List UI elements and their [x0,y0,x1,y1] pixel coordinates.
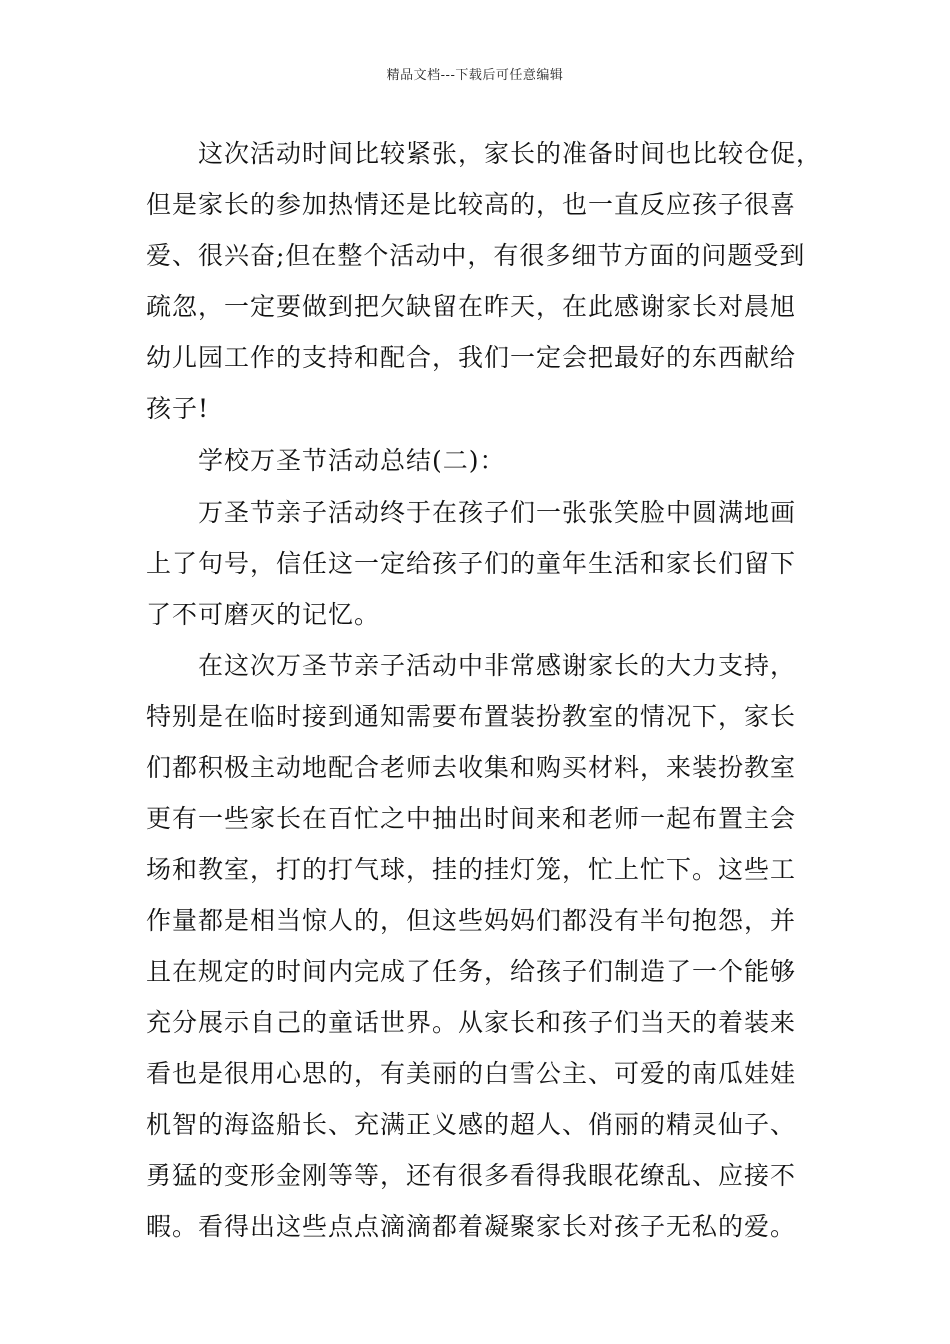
text-line: 们都积极主动地配合老师去收集和购买材料，来装扮教室 [146,753,797,782]
text-line: 作量都是相当惊人的，但这些妈妈们都没有半句抱怨，并 [146,906,797,935]
text-line: 这次活动时间比较紧张，家长的准备时间也比较仓促， [198,139,823,168]
document-body [146,128,823,1252]
text-line: 但是家长的参加热情还是比较高的，也一直反应孩子很喜 [146,190,797,219]
text-line: 在这次万圣节亲子活动中非常感谢家长的大力支持， [198,651,797,680]
section-heading: 学校万圣节活动总结(二)： [198,446,506,475]
text-line: 机智的海盗船长、充满正义感的超人、俏丽的精灵仙子、 [146,1110,797,1139]
page-header: 精品文档---下载后可任意编辑 [386,68,564,83]
text-line: 特别是在临时接到通知需要布置装扮教室的情况下，家长 [146,702,797,731]
text-line: 万圣节亲子活动终于在孩子们一张张笑脸中圆满地画 [198,498,797,527]
text-line: 勇猛的变形金刚等等，还有很多看得我眼花缭乱、应接不 [146,1161,797,1190]
text-line: 爱、很兴奋;但在整个活动中，有很多细节方面的问题受到 [146,241,806,270]
text-line: 更有一些家长在百忙之中抽出时间来和老师一起布置主会 [146,804,797,833]
text-line: 孩子! [146,394,210,423]
text-line: 场和教室，打的打气球，挂的挂灯笼，忙上忙下。这些工 [146,855,797,884]
text-line: 幼儿园工作的支持和配合，我们一定会把最好的东西献给 [146,343,797,372]
text-line: 暇。看得出这些点点滴滴都着凝聚家长对孩子无私的爱。 [146,1212,797,1241]
text-line: 了不可磨灭的记忆。 [146,600,381,629]
text-line: 上了句号，信任这一定给孩子们的童年生活和家长们留下 [146,549,797,578]
text-line: 看也是很用心思的，有美丽的白雪公主、可爱的南瓜娃娃 [146,1059,797,1088]
text-line: 疏忽，一定要做到把欠缺留在昨天，在此感谢家长对晨旭 [146,292,797,321]
text-line: 充分展示自己的童话世界。从家长和孩子们当天的着装来 [146,1008,797,1037]
text-line: 且在规定的时间内完成了任务，给孩子们制造了一个能够 [146,957,797,986]
